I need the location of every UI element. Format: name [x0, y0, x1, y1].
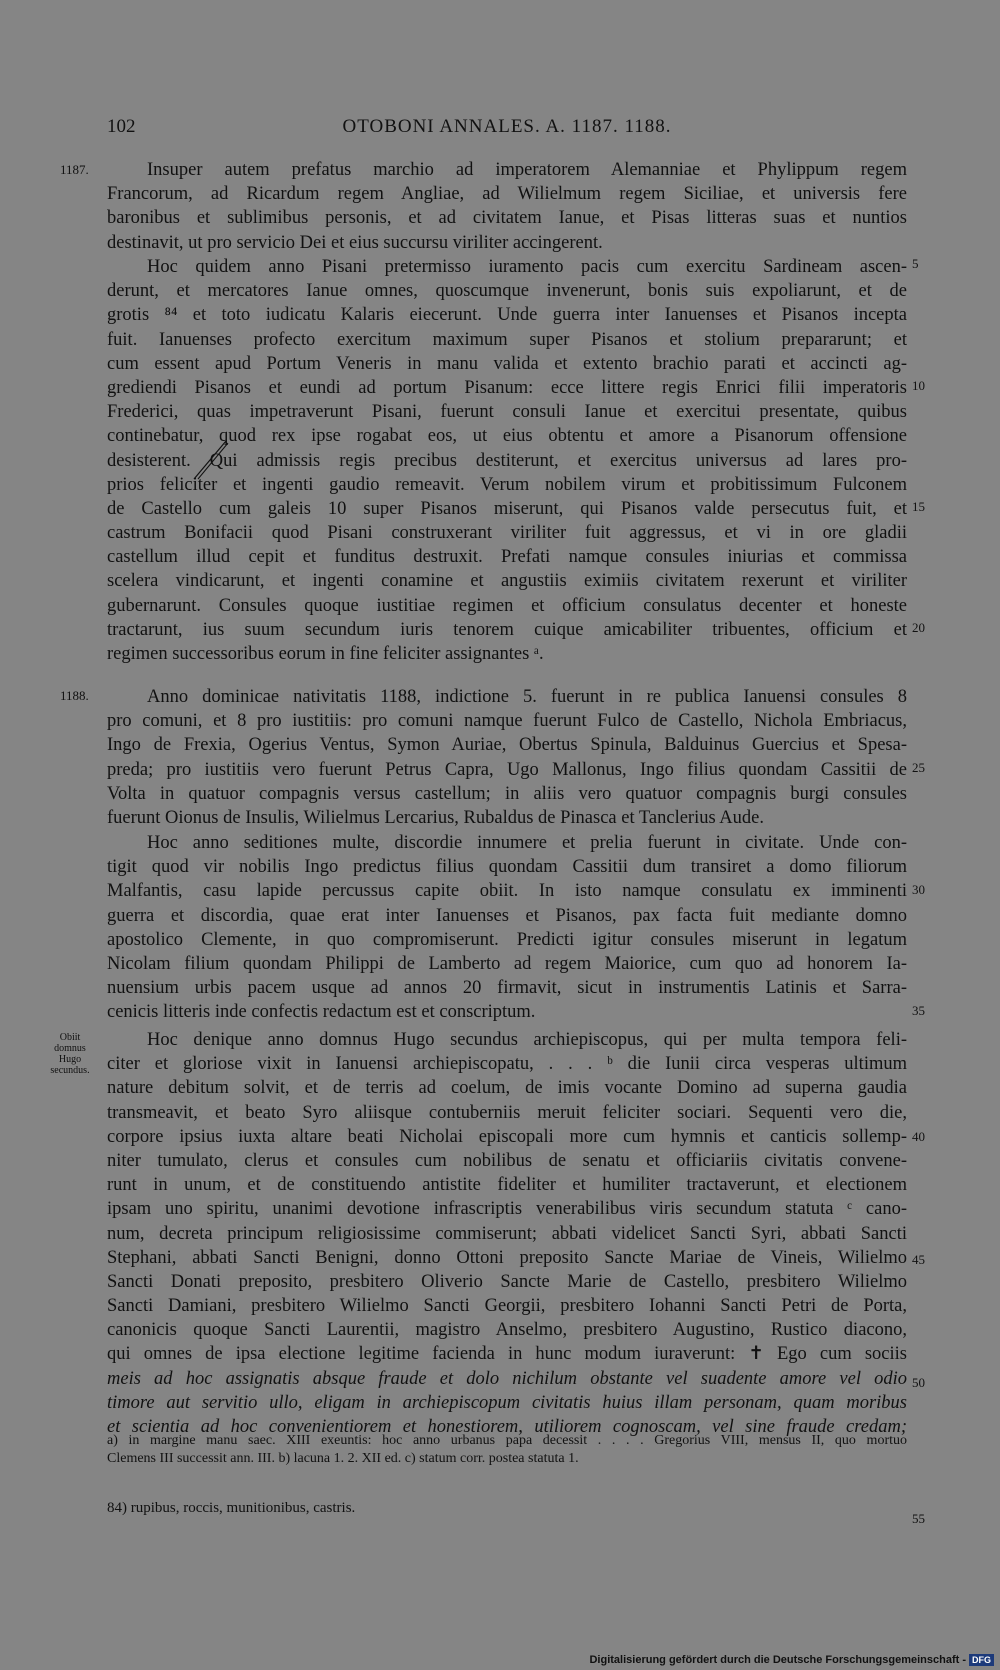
year-note-1187: 1187.: [60, 162, 89, 177]
text-line: prios feliciter et ingenti gaudio remeavit. Verum nobilem virum et probitissimum Fulconem: [107, 474, 907, 495]
line-number: 5: [912, 256, 919, 271]
side-note-line: Hugo: [58, 1054, 82, 1065]
text-line: regimen successoribus eorum in fine feliciter assignantes ᵃ.: [107, 644, 544, 664]
text-line: niter tumulato, clerus et consules cum nobilibus de senatu et officiariis civitatis convene-: [107, 1150, 907, 1171]
running-header: [107, 116, 907, 146]
text-line: apostolico Clemente, in quo compromiserunt. Predicti igitur consules miserunt in legatum: [107, 929, 907, 950]
text-line: transmeavit, et beato Syro aliisque contuberniis meruit feliciter sociari. Sequenti vero die,: [107, 1102, 907, 1123]
text-line: pro comuni, et 8 pro iustitiis: pro comuni namque fuerunt Fulco de Castello, Nichola Embriacus,: [107, 711, 907, 732]
line-number: 45: [912, 1252, 925, 1267]
text-line: de Castello cum galeis 10 super Pisanos miserunt, qui Pisanos valde persecutus fuit, et: [107, 498, 907, 519]
page-number: 102: [107, 116, 136, 137]
text-line: destinavit, ut pro servicio Dei et eius succursu viriliter accingerent.: [107, 232, 603, 253]
footnote-line: Clemens III successit ann. III. b) lacuna 1. 2. XII ed. c) statum corr. postea statuta 1.: [107, 1451, 579, 1466]
text-line: baronibus et sublimibus personis, et ad civitatem Ianue, et Pisas litteras suas et nuntios: [107, 208, 907, 229]
footnote-84: 84) rupibus, roccis, munitionibus, castris.: [107, 1500, 356, 1516]
text-line: num, decreta principum religiosissime commiserunt; abbati videlicet Sancti Syri, abbati Sancti: [107, 1223, 907, 1244]
text-line: Frederici, quas impetraverunt Pisani, fuerunt consuli Ianue et exercitui presentate, quibus: [107, 402, 907, 423]
footnote-line: a) in margine manu saec. XIII exeuntis: hoc anno urbanus papa decessit . . . . Gregorius VIII, mensus II, quo mortuo: [107, 1433, 907, 1448]
text-line-italic: et scientia ad hoc convenientiorem et honestiorem, utiliorem cognoscam, vel sine fraude credam;: [107, 1417, 907, 1437]
text-line: qui omnes de ipsa electione legitime facienda in hunc modum iuraverunt: ✝ Ego cum sociis: [107, 1344, 907, 1365]
text-line: gubernarunt. Consules quoque iustitiae regimen et officium consulatus decenter et honeste: [107, 595, 907, 616]
text-line-italic: meis ad hoc assignatis absque fraude et dolo nichilum obstante vel suadente amore vel odio: [107, 1368, 907, 1389]
text-line: fuerunt Oionus de Insulis, Wilielmus Lercarius, Rubaldus de Pinasca et Tanclerius Aude.: [107, 807, 764, 828]
line-number: 55: [912, 1511, 925, 1526]
side-note-line: Obiit: [59, 1032, 81, 1043]
text-line: nature debitum solvit, et de terris ad coelum, de imis vocante Domino ad superna gaudia: [107, 1078, 907, 1099]
text-line: ipsam uno spiritu, unanimi devotione infrascriptis venerabilibus viris secundum statuta ᶜ cano-: [107, 1199, 907, 1220]
line-number: 30: [912, 882, 925, 897]
text-line: Hoc anno seditiones multe, discordie innumere et prelia fuerunt in civitate. Unde con-: [147, 833, 907, 853]
text-line: castellum illud cepit et funditus destruxit. Prefati namque consules iniurias et commissa: [107, 547, 907, 568]
text-line: tigit quod vir nobilis Ingo predictus filius quondam Cassitii dum transiret a domo filiorum: [107, 857, 907, 878]
text-line-italic: timore aut servitio ullo, eligam in archiepiscopum civitatis huius illam personam, quam moribus: [107, 1392, 907, 1413]
text-line: Hoc quidem anno Pisani pretermisso iuramento pacis cum exercitu Sardineam ascen-: [147, 257, 907, 277]
paragraph-4: [107, 831, 907, 1025]
paragraph-5: [107, 1028, 907, 1439]
text-line: Nicolam filium quondam Philippi de Lamberto ad regem Maiorice, cum quo ad honorem Ia-: [107, 953, 907, 974]
text-line: Hoc denique anno domnus Hugo secundus archiepiscopus, qui per multa tempora feli-: [147, 1030, 907, 1050]
text-line: grotis ⁸⁴ et toto iudicatu Kalaris eiecerunt. Unde guerra inter Ianuenses et Pisanos incepta: [107, 305, 907, 326]
text-line: guerra et discordia, quae erat inter Ianuenses et Pisanos, pax facta fuit mediante domno: [107, 905, 907, 926]
text-line: derunt, et mercatores Ianue omnes, quoscumque invenerunt, bonis suis expoliarunt, et de: [107, 281, 907, 302]
text-line: tractarunt, ius suum secundum iuris tenorem cuique amicabiliter tribuentes, officium et: [107, 619, 907, 640]
paragraph-2: [107, 255, 907, 666]
paragraph-1: [107, 158, 907, 255]
digitization-credit: [589, 1654, 994, 1666]
paragraph-3: [107, 685, 907, 830]
text-line: citer et gloriose vixit in Ianuensi archiepiscopatu, . . . ᵇ die Iunii circa vesperas ultimum: [107, 1054, 907, 1075]
side-note: [42, 1032, 98, 1076]
text-line: Francorum, ad Ricardum regem Angliae, ad Wilielmum regem Siciliae, et universis fere: [107, 184, 907, 205]
text-line: cum essent apud Portum Veneris in manu valida et extento brachio parati et accincti ag-: [107, 353, 907, 374]
text-line: scelera vindicarunt, et ingenti conamine et angustiis eximiis civitatem rexerunt et viriliter: [107, 571, 907, 592]
year-note-1188: 1188.: [60, 688, 89, 703]
line-number: 35: [912, 1003, 925, 1018]
line-number: 10: [912, 378, 925, 393]
page-title: OTOBONI ANNALES. A. 1187. 1188.: [342, 116, 672, 137]
text-line: preda; pro iustitiis vero fuerunt Petrus Capra, Ugo Mallonus, Ingo filius quondam Cassitii de: [107, 759, 907, 780]
critical-footnotes: [107, 1432, 907, 1468]
text-line: Sancti Donati preposito, presbitero Oliverio Sancte Marie de Castello, presbitero Wilielmo: [107, 1271, 907, 1292]
text-line: grediendi Pisanos et eundi ad portum Pisanum: ecce littere regis Enrici filii imperatoris: [107, 377, 907, 398]
text-line: Ingo de Frexia, Ogerius Ventus, Symon Auriae, Obertus Spinula, Balduinus Guercius et Spesa-: [107, 735, 907, 756]
text-line: desisterent. Qui admissis regis precibus destiterunt, et exercitus universus ad lares pro-: [107, 450, 907, 471]
text-line: corpore ipsius iuxta altare beati Nicholai episcopali more cum hymnis et canticis sollemp-: [107, 1126, 907, 1147]
line-number: 15: [912, 499, 925, 514]
text-line: Malfantis, casu lapide percussus capite obiit. In isto namque consulatu ex imminenti: [107, 881, 907, 902]
line-number: 25: [912, 760, 925, 775]
text-line: continebatur, quod rex ipse rogabat eos, ut eius obtentu et amore a Pisanorum offensione: [107, 426, 907, 447]
text-line: Anno dominicae nativitatis 1188, indictione 5. fuerunt in re publica Ianuensi consules 8: [147, 687, 907, 707]
credit-text: Digitalisierung gefördert durch die Deutsche Forschungsgemeinschaft -: [589, 1654, 966, 1666]
text-line: Stephani, abbati Sancti Benigni, donno Ottoni preposito Sancte Mariae de Vineis, Wilielmo: [107, 1247, 907, 1268]
text-line: nuensium urbis pacem usque ad annos 20 firmavit, sicut in instrumentis Latinis et Sarra-: [107, 978, 907, 999]
line-number: 20: [912, 620, 925, 635]
line-number: 40: [912, 1129, 925, 1144]
text-line: castrum Bonifacii quod Pisani construxerant viriliter fuit aggressus, et vi in ore gladii: [107, 523, 907, 544]
text-line: canonicis quoque Sancti Laurentii, magistro Anselmo, presbitero Augustino, Rustico diacono,: [107, 1320, 907, 1341]
text-line: cenicis litteris inde confectis redactum est et conscriptum.: [107, 1002, 536, 1023]
text-line: fuit. Ianuenses profecto exercitum maximum super Pisanos et stolium prepararunt; et: [107, 329, 907, 350]
line-number: 50: [912, 1375, 925, 1390]
dfg-logo: DFG: [969, 1654, 994, 1666]
text-line: Sancti Damiani, presbitero Wilielmo Sancti Georgii, presbitero Iohanni Sancti Petri de Porta,: [107, 1296, 907, 1317]
text-line: Insuper autem prefatus marchio ad imperatorem Alemanniae et Phylippum regem: [147, 160, 907, 180]
text-line: Volta in quatuor compagnis versus castellum; in aliis vero quatuor compagnis burgi consules: [107, 783, 907, 804]
text-line: runt in unum, et de constituendo antistite fideliter et humiliter tractaverunt, et electionem: [107, 1175, 907, 1196]
side-note-line: secundus.: [50, 1065, 90, 1076]
side-note-line: domnus: [54, 1043, 86, 1054]
